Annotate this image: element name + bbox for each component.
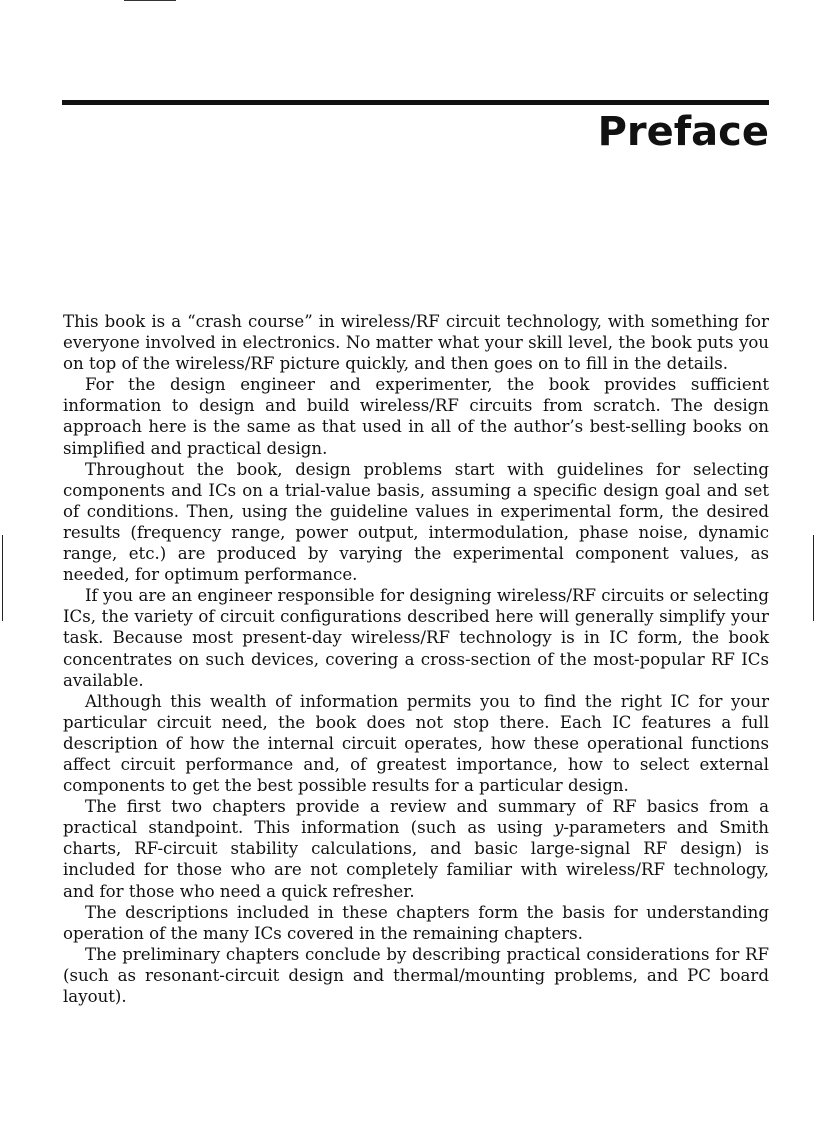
paragraph-8: The preliminary chapters conclude by describing practical considerations for RF (such as resonant-circuit design and thermal/mounting problems, and PC board layout). (63, 944, 769, 1006)
top-margin-stub (124, 0, 176, 1)
right-margin-mark (813, 535, 814, 621)
paragraph-2: For the design engineer and experimenter, the book provides sufficient information to design and build wireless/RF circuits from scratch. The design approach here is the same as that used in all of the author’s best-selling books on simplified and practical design. (63, 375, 769, 458)
header-rule (62, 100, 769, 105)
paragraph-5: Although this wealth of information permits you to find the right IC for your particular circuit need, the book does not stop there. Each IC features a full description of how the internal circuit operates, how these operational functions affect circuit performance and, of greatest importance, how to select external components to get the best possible results for a particular design. (63, 691, 769, 796)
paragraph-3: Throughout the book, design problems start with guidelines for selecting components and ICs on a trial-value basis, assuming a specific design goal and set of conditions. Then, using the guideline values in experimental form, the desired results (frequency range, power output, intermodulation, phase noise, dynamic range, etc.) are produced by varying the experimental component values, as needed, for optimum performance. (63, 459, 769, 585)
paragraph-1: This book is a “crash course” in wireless/RF circuit technology, with something for everyone involved in electronics. No matter what your skill level, the book puts you on top of the wireless/RF picture quickly, and then goes on to fill in the details. (63, 312, 769, 374)
paragraph-4: If you are an engineer responsible for designing wireless/RF circuits or selecting ICs, the variety of circuit configurations described here will generally simplify your task. Because most present-day wireless/RF technology is in IC form, the book concentrates on such devices, covering a cross-section of the most-popular RF ICs available. (63, 586, 769, 690)
paragraph-6: The first two chapters provide a review and summary of RF basics from a practical standpoint. This information (such as using y-parameters and Smith charts, RF-circuit stability calculations, and basic large-signal RF design) is included for those who are not completely familiar with wireless/RF technology, and for those who need a quick refresher. (63, 797, 769, 901)
paragraph-7: The descriptions included in these chapters form the basis for understanding operation of the many ICs covered in the remaining chapters. (63, 902, 769, 943)
left-margin-mark (2, 535, 3, 621)
page-title: Preface (597, 109, 769, 155)
preface-body (63, 311, 769, 1007)
